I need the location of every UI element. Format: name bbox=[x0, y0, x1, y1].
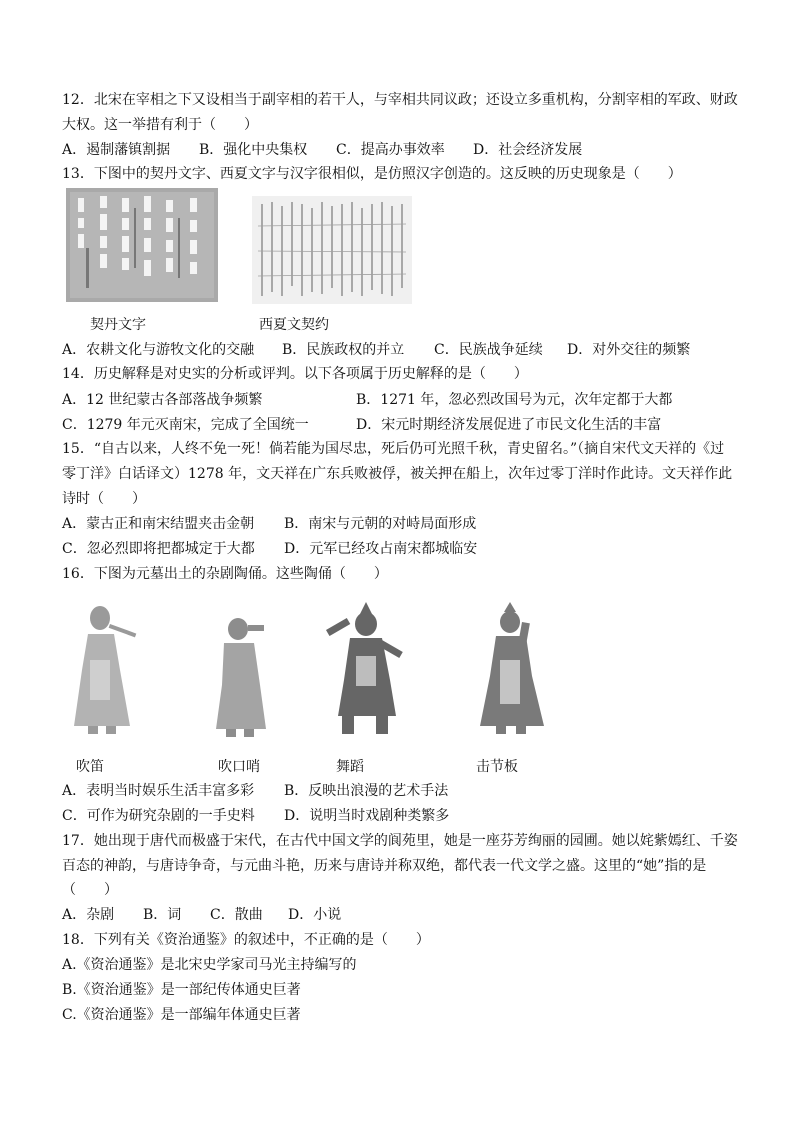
q14-option-c: C．1279 年元灭南宋，完成了全国统一 bbox=[62, 417, 309, 433]
q17-option-d: D．小说 bbox=[288, 907, 342, 923]
q16-caption-whistle: 吹口哨 bbox=[218, 759, 260, 775]
xixia-contract-image bbox=[252, 196, 412, 304]
q12-option-b: B．强化中央集权 bbox=[199, 142, 308, 158]
q14-option-d: D．宋元时期经济发展促进了市民文化生活的丰富 bbox=[356, 417, 662, 433]
q14-option-a: A．12 世纪蒙古各部落战争频繁 bbox=[62, 392, 263, 408]
q13-option-a: A．农耕文化与游牧文化的交融 bbox=[62, 342, 255, 358]
q15-option-c: C．忽必烈即将把都城定于大都 bbox=[62, 541, 255, 557]
q17-stem-line2: 百态的神韵，与唐诗争奇，与元曲斗艳，历来与唐诗并称双绝，都代表一代文学之盛。这里的“她”指的是 bbox=[62, 858, 707, 874]
q16-stem: 16．下图为元墓出土的杂剧陶俑。这些陶俑（ ） bbox=[62, 566, 388, 582]
figurine-whistle-image bbox=[208, 615, 278, 740]
q16-caption-flute: 吹笛 bbox=[76, 759, 104, 775]
q14-stem: 14．历史解释是对史实的分析或评判。以下各项属于历史解释的是（ ） bbox=[62, 366, 528, 382]
q18-option-a: A.《资治通鉴》是北宋史学家司马光主持编写的 bbox=[62, 957, 357, 973]
q17-stem-line1: 17．她出现于唐代而极盛于宋代，在古代中国文学的阆苑里，她是一座芬芳绚丽的园圃。她以姹紫嫣红、千姿 bbox=[62, 833, 738, 849]
q13-option-b: B．民族政权的并立 bbox=[282, 342, 405, 358]
khitan-script-image bbox=[66, 188, 218, 302]
q15-stem-line3: 诗时（ ） bbox=[62, 491, 146, 507]
q18-option-c: C.《资治通鉴》是一部编年体通史巨著 bbox=[62, 1007, 301, 1023]
q12-option-c: C．提高办事效率 bbox=[336, 142, 445, 158]
q16-option-d: D．说明当时戏剧种类繁多 bbox=[284, 808, 450, 824]
q17-option-c: C．散曲 bbox=[210, 907, 263, 923]
q15-stem-line2: 零丁洋》白话译文）1278 年，文天祥在广东兵败被俘，被关押在船上，次年过零丁洋时作此诗。文天祥作此 bbox=[62, 466, 733, 482]
figurine-dance-image bbox=[320, 600, 412, 740]
figurine-clapper-image bbox=[472, 600, 554, 740]
q12-stem-line1: 12．北宋在宰相之下又设相当于副宰相的若干人，与宰相共同议政；还设立多重机构，分割宰相的军政、财政 bbox=[62, 92, 738, 108]
q13-option-c: C．民族战争延续 bbox=[434, 342, 543, 358]
q13-caption-khitan: 契丹文字 bbox=[90, 317, 146, 333]
q15-option-a: A．蒙古正和南宋结盟夹击金朝 bbox=[62, 516, 255, 532]
q15-option-b: B．南宋与元朝的对峙局面形成 bbox=[284, 516, 477, 532]
q13-option-d: D．对外交往的频繁 bbox=[567, 342, 691, 358]
q13-caption-xixia: 西夏文契约 bbox=[259, 317, 329, 333]
q16-option-b: B．反映出浪漫的艺术手法 bbox=[284, 783, 449, 799]
q15-option-d: D．元军已经攻占南宋都城临安 bbox=[284, 541, 478, 557]
q16-option-c: C．可作为研究杂剧的一手史料 bbox=[62, 808, 255, 824]
q12-option-d: D．社会经济发展 bbox=[473, 142, 583, 158]
q17-stem-line3: （ ） bbox=[62, 882, 118, 898]
q13-stem: 13．下图中的契丹文字、西夏文字与汉字很相似，是仿照汉字创造的。这反映的历史现象是（ ） bbox=[62, 166, 682, 182]
q14-option-b: B．1271 年，忽必烈改国号为元，次年定都于大都 bbox=[356, 392, 673, 408]
q18-stem: 18．下列有关《资治通鉴》的叙述中，不正确的是（ ） bbox=[62, 932, 430, 948]
q17-option-b: B．词 bbox=[143, 907, 182, 923]
q17-option-a: A．杂剧 bbox=[62, 907, 115, 923]
q12-stem-line2: 大权。这一举措有利于（ ） bbox=[62, 117, 258, 133]
figurine-flute-image bbox=[60, 600, 150, 740]
q18-option-b: B.《资治通鉴》是一部纪传体通史巨著 bbox=[62, 982, 301, 998]
q15-stem-line1: 15．“自古以来，人终不免一死！倘若能为国尽忠，死后仍可光照千秋，青史留名。”（摘自宋代文天祥的《过 bbox=[62, 441, 725, 457]
q16-caption-dance: 舞蹈 bbox=[336, 759, 364, 775]
q12-option-a: A．遏制藩镇割据 bbox=[62, 142, 171, 158]
q16-option-a: A．表明当时娱乐生活丰富多彩 bbox=[62, 783, 255, 799]
q16-caption-clapper: 击节板 bbox=[476, 759, 518, 775]
